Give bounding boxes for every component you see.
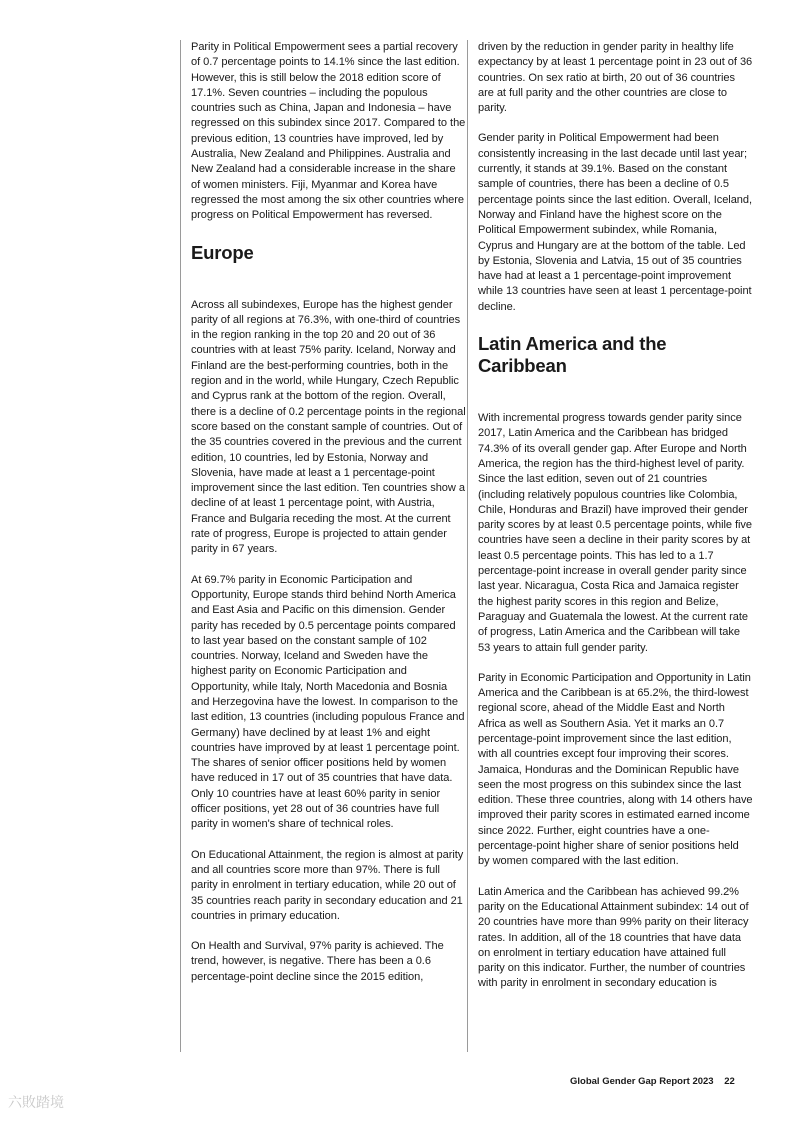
right-column — [467, 40, 753, 1052]
heading-latin-america: Latin America and the Caribbean — [478, 333, 667, 377]
left-paragraph-europe-education: On Educational Attainment, the region is almost at parity and all countries score more than 97%. There is full parity in enrolment in tertiary education, while 20 out of 35 countries reach parity in secondary education and 21 countries in primary education. — [191, 848, 464, 922]
right-paragraph-latam-education: Latin America and the Caribbean has achieved 99.2% parity on the Educational Attainment subindex: 14 out of 20 countries have more than 99% parity on their literacy rates. In addition, all of the 18 countries that have data on enrolment in tertiary education have attained full parity on this indicator. Further, the number of countries with parity in enrolment in secondary education is — [478, 885, 749, 990]
page-footer — [570, 1076, 735, 1087]
watermark-text: 六敗踏境 — [8, 1095, 64, 1111]
left-paragraph-political-empowerment: Parity in Political Empowerment sees a partial recovery of 0.7 percentage points to 14.1% since the last edition. However, this is still below the 2018 edition score of 17.1%. Seven countries – including the populous countries such as China, Japan and Indonesia – have regressed on this subindex since 2017. Compared to the previous edition, 13 countries have improved, led by Australia, New Zealand and Philippines. Australia and New Zealand had a considerable increase in the share of women ministers. Fiji, Myanmar and Korea have regressed the most among the six other countries where progress on Political Empowerment has reversed. — [191, 41, 466, 222]
left-column — [180, 40, 466, 1052]
footer-report-title: Global Gender Gap Report 2023 — [570, 1076, 714, 1087]
left-paragraph-europe-overview: Across all subindexes, Europe has the highest gender parity of all regions at 76.3%, with one-third of countries in the region ranking in the top 20 and 20 out of 36 countries with at least 75% parity. Iceland, Norway and Finland are the best-performing countries, both in the region and in the world, while Hungary, Czech Republic and Cyprus rank at the bottom of the region. Overall, there is a decline of 0.2 percentage points in the regional score based on the constant sample of countries. Out of the 35 countries covered in the previous and the current edition, 10 countries, led by Estonia, Norway and Slovenia, have made at least a 1 percentage-point improvement since the last edition. Ten countries show a decline of at least 1 percentage point, with Austria, France and Bulgaria receding the most. At the current rate of progress, Europe is projected to attain gender parity in 67 years. — [191, 298, 466, 556]
right-paragraph-europe-political: Gender parity in Political Empowerment had been consistently increasing in the last decade until last year; currently, it stands at 39.1%. Based on the constant sample of countries, there has been a decline of 0.5 percentage points since the last edition. Overall, Iceland, Norway and Finland have the highest score on the Political Empowerment subindex, while Romania, Cyprus and Hungary are at the bottom of the table. Led by Estonia, Slovenia and Latvia, 15 out of 35 countries have had at least a 1 percentage-point improvement while 13 countries have seen at least 1 percentage-point decline. — [478, 132, 752, 313]
right-paragraph-latam-economic: Parity in Economic Participation and Opportunity in Latin America and the Caribbean is at 65.2%, the third-lowest regional score, ahead of the Middle East and North Africa as well as Southern Asia. Yet it marks an 0.7 percentage-point improvement since the last edition, with all countries except four improving their scores. Jamaica, Honduras and the Dominican Republic have seen the most progress on this subindex since the last edition. These three countries, along with 14 others have improved their parity scores in estimated earned income since 2022. Further, eight countries have a one-percentage-point higher share of senior positions held by women compared with the last edition. — [478, 671, 753, 868]
right-paragraph-latam-overview: With incremental progress towards gender parity since 2017, Latin America and the Caribbean has bridged 74.3% of its overall gender gap. After Europe and North America, the region has the third-highest level of parity. Since the last edition, seven out of 21 countries (including relatively populous countries like Colombia, Chile, Honduras and Brazil) have improved their gender parity scores by at least 0.5 percentage points, while five countries have seen a decline in their parity scores by at least 0.5 percentage points. This has led to a 1.7 percentage-point increase in overall gender parity since last year. Nicaragua, Costa Rica and Jamaica register the highest parity scores in this region and Belize, Paraguay and Guatemala the lowest. At the current rate of progress, Latin America and the Caribbean will take 53 years to attain full gender parity. — [478, 412, 752, 654]
right-paragraph-health-continued: driven by the reduction in gender parity in healthy life expectancy by at least 1 percentage point in 23 out of 36 countries. On sex ratio at birth, 20 out of 36 countries are at full parity and the other countries are close to parity. — [478, 41, 753, 115]
heading-europe: Europe — [191, 241, 254, 263]
page-number: 22 — [724, 1076, 735, 1087]
left-paragraph-europe-economic: At 69.7% parity in Economic Participation and Opportunity, Europe stands third behind North America and East Asia and Pacific on this dimension. Gender parity has receded by 0.5 percentage points compared to last year based on the constant sample of 102 countries. Norway, Iceland and Sweden have the highest parity on Economic Participation and Opportunity, while Italy, North Macedonia and Bosnia and Herzegovina have the lowest. In comparison to the last edition, 13 countries (including populous France and Germany) have declined by at least 1% and eight countries have improved by at least 1 percentage point. The shares of senior officer positions held by women have reduced in 17 out of 35 countries that have data. Only 10 countries have at least 60% parity in senior officer positions, yet 28 out of 36 countries have full parity in women's share of technical roles. — [191, 573, 465, 831]
watermark-logo — [8, 1092, 64, 1112]
left-paragraph-europe-health: On Health and Survival, 97% parity is achieved. The trend, however, is negative. There has been a 0.6 percentage-point decline since the 2015 edition, — [191, 940, 444, 983]
